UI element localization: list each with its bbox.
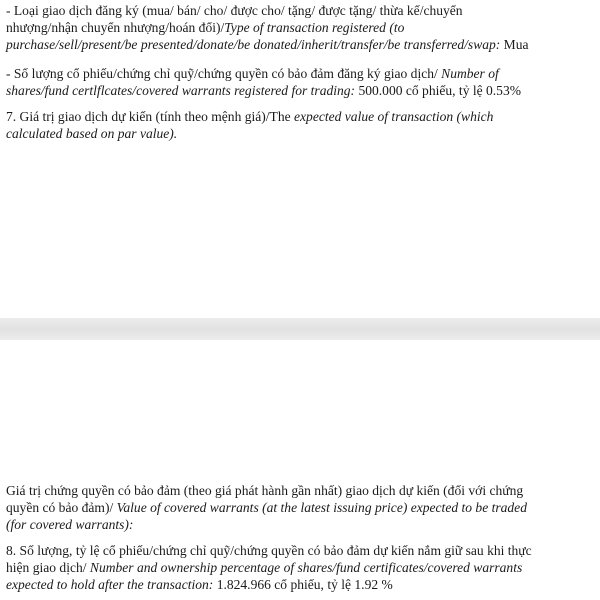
- covered-warrants-line-2: [6, 499, 598, 516]
- expected-value-line-2: calculated based on par value).: [6, 126, 178, 141]
- transaction-type-en-text: Type of transaction registered (to: [224, 20, 405, 35]
- holding-after-line-3: [6, 576, 598, 593]
- holding-after-line-1: 8. Số lượng, tỷ lệ cổ phiếu/chứng chỉ quỹ/chứng quyền có bảo đảm dự kiến nắm giữ sau khi thực: [6, 543, 532, 558]
- registered-quantity-line-2: [6, 82, 598, 99]
- registered-quantity-paragraph: [6, 65, 600, 99]
- registered-quantity-vi-text: - Số lượng cổ phiếu/chứng chỉ quỹ/chứng quyền có bảo đảm đăng ký giao dịch/: [6, 66, 438, 81]
- transaction-type-line-3: [6, 36, 598, 53]
- transaction-type-line-1: - Loại giao dịch đăng ký (mua/ bán/ cho/ được cho/ tặng/ được tặng/ thừa kế/chuyển: [6, 3, 463, 18]
- registered-quantity-value: 500.000 cổ phiếu, tỷ lệ 0.53%: [355, 83, 522, 98]
- expected-value-en-text: expected value of transaction (which: [294, 109, 494, 124]
- holding-after-en-text-2: expected to hold after the transaction:: [6, 577, 214, 592]
- transaction-type-value: Mua: [500, 37, 529, 52]
- holding-after-en-text: Number and ownership percentage of shares/fund certificates/covered warrants: [86, 560, 523, 575]
- registered-quantity-en-text: Number of: [437, 66, 499, 81]
- registered-quantity-line-1: [6, 65, 598, 82]
- holding-after-line-2: [6, 559, 598, 576]
- covered-warrants-vi-text: quyền có bảo đảm)/: [6, 500, 114, 515]
- expected-value-vi-text: 7. Giá trị giao dịch dự kiến (tính theo mệnh giá)/The: [6, 109, 295, 124]
- page-separator: [0, 318, 600, 340]
- covered-warrants-line-1: Giá trị chứng quyền có bảo đảm (theo giá phát hành gần nhất) giao dịch dự kiến (đối với chứng: [6, 483, 524, 498]
- holding-after-value: 1.824.966 cổ phiếu, tỷ lệ 1.92 %: [213, 577, 393, 592]
- expected-value-line-1: [6, 108, 598, 125]
- holding-after-vi-text: hiện giao dịch/: [6, 560, 87, 575]
- transaction-type-vi-text: nhượng/nhận chuyển nhượng/hoán đổi)/: [6, 20, 225, 35]
- transaction-type-options-text: purchase/sell/present/be presented/donate/be donated/inherit/transfer/be transferred/swap:: [6, 37, 501, 52]
- registered-quantity-en-text-2: shares/fund certlflcates/covered warrants registered for trading:: [6, 83, 356, 98]
- covered-warrants-en-text: Value of covered warrants (at the latest issuing price) expected to be traded: [113, 500, 527, 515]
- covered-warrants-line-3: (for covered warrants):: [6, 517, 134, 532]
- transaction-type-paragraph: [6, 2, 600, 53]
- covered-warrants-value-paragraph: [6, 482, 600, 533]
- transaction-type-line-2: [6, 19, 598, 36]
- expected-value-paragraph: [6, 108, 600, 142]
- holding-after-paragraph: [6, 542, 600, 593]
